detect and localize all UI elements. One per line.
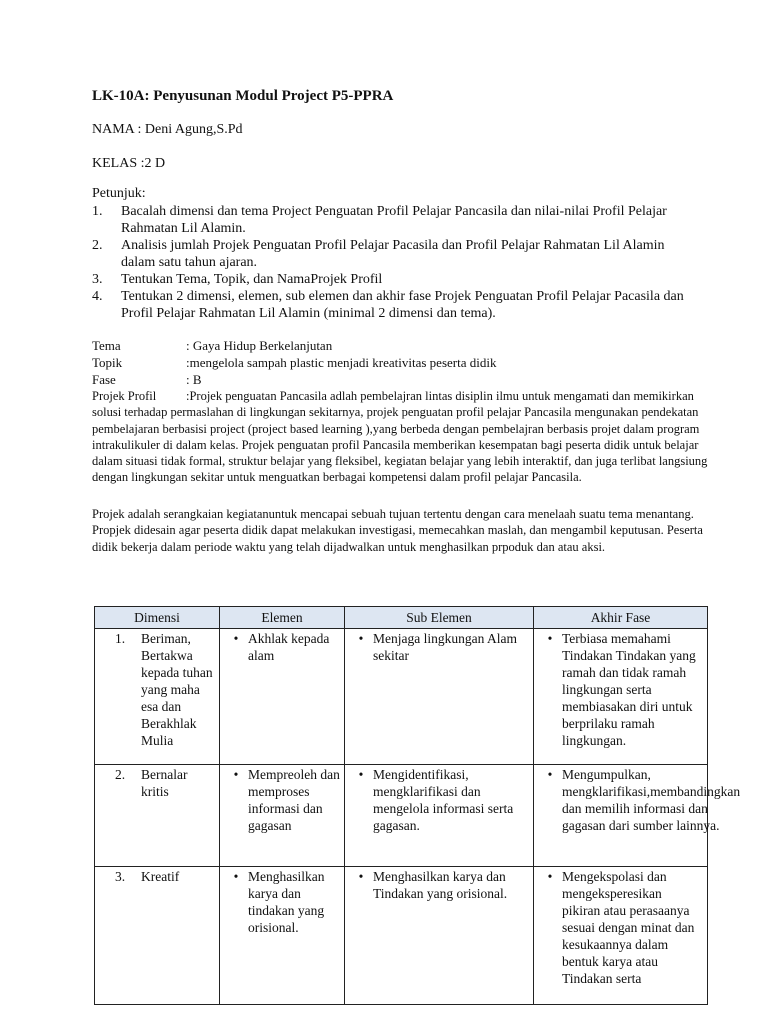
cell-elemen: • Akhlak kepada alam	[220, 629, 345, 765]
topik-row: Topik :mengelola sampah plastic menjadi kreativitas peserta didik	[92, 355, 497, 370]
tema-row: Tema : Gaya Hidup Berkelanjutan	[92, 338, 333, 353]
nama-line: NAMA : Deni Agung,S.Pd	[92, 122, 243, 137]
table-row	[95, 765, 708, 867]
table-row	[95, 629, 708, 765]
fase-row: Fase : B	[92, 372, 202, 387]
cell-dimensi: 3. Kreatif	[95, 867, 220, 1005]
table-row	[95, 867, 708, 1005]
header-akhir-fase: Akhir Fase	[534, 607, 708, 629]
table-header-row	[95, 607, 708, 629]
header-sub-elemen: Sub Elemen	[345, 607, 534, 629]
list-item: 4. Tentukan 2 dimensi, elemen, sub elemen dan akhir fase Projek Penguatan Profil Pelajar Pacasila dan Profil Pelajar Rahmatan Lil Alamin (minimal 2 dimensi dan tema).	[92, 289, 684, 321]
cell-sub-elemen: • Menjaga lingkungan Alam sekitar	[345, 629, 534, 765]
projek-profil-paragraph: Projek Profil :Projek penguatan Pancasila adlah pembelajran lintas disiplin ilmu untuk mengamati dan memikirkan solusi terhadap permaslahan di lingkungan sekitarnya, projek penguatan profil pelajar Pancasila mengunakan pendekatan pembelajaran berbasisi project (project based learning ),yang berbeda dengan pembelajran berbasis projet dalam program intrakulikuler di dalam kelas. Projek penguatan profil Pancasila memberikan kesempatan bagi peserta didik untuk belajar dalam situasi tidak formal, struktur belajar yang fleksibel, kegiatan belajar yang lebih interaktif, dan juga terlibat langsiung dengan lingkungan sekitar untuk menguatkan berbagai kompetensi dalam profil pelajar Pancasila.	[92, 389, 708, 485]
cell-dimensi: 1. Beriman, Bertakwa kepada tuhan yang maha esa dan Berakhlak Mulia	[95, 629, 220, 765]
list-item: 1. Bacalah dimensi dan tema Project Penguatan Profil Pelajar Pancasila dan nilai-nilai Profil Pelajar Rahmatan Lil Alamin.	[92, 204, 667, 236]
header-elemen: Elemen	[220, 607, 345, 629]
cell-elemen: • Menghasilkan karya dan tindakan yang orisional.	[220, 867, 345, 1005]
petunjuk-label: Petunjuk:	[92, 186, 146, 201]
dimension-table	[94, 606, 741, 1005]
cell-sub-elemen: • Menghasilkan karya dan Tindakan yang orisional.	[345, 867, 534, 1005]
list-item: 2. Analisis jumlah Projek Penguatan Profil Pelajar Pacasila dan Profil Pelajar Rahmatan Lil Alamin dalam satu tahun ajaran.	[92, 238, 665, 270]
petunjuk-list	[92, 203, 692, 322]
projek-definition-paragraph: Projek adalah serangkaian kegiatanuntuk mencapai sebuah tujuan tertentu dengan cara menelaah suatu tema menantang. Propjek didesain agar peserta didik dapat melakukan investigasi, memecahkan maslah, dan mengambil keputusan. Peserta didik bekerja dalam periode waktu yang telah dijadwalkan untuk menghasilkan prpoduk dan atau aksi.	[92, 507, 703, 554]
cell-sub-elemen: • Mengidentifikasi, mengklarifikasi dan mengelola informasi serta gagasan.	[345, 765, 534, 867]
document-title: LK-10A: Penyusunan Modul Project P5-PPRA	[92, 88, 394, 104]
list-item: 3. Tentukan Tema, Topik, dan NamaProjek Profil	[92, 272, 383, 287]
cell-dimensi: 2. Bernalar kritis	[95, 765, 220, 867]
header-dimensi: Dimensi	[95, 607, 220, 629]
kelas-line: KELAS :2 D	[92, 156, 166, 171]
cell-akhir-fase: • Mengekspolasi dan mengeksperesikan pikiran atau perasaanya sesuai dengan minat dan kesukaannya dalam bentuk karya atau Tindakan serta	[534, 867, 708, 1005]
cell-elemen: • Mempreoleh dan memproses informasi dan gagasan	[220, 765, 345, 867]
cell-akhir-fase: • Mengumpulkan, mengklarifikasi,membandingkan dan memilih informasi dan gagasan dari sumber lainnya.	[534, 765, 708, 867]
cell-akhir-fase: • Terbiasa memahami Tindakan Tindakan yang ramah dan tidak ramah lingkungan serta membiasakan diri untuk berprilaku ramah lingkungan.	[534, 629, 708, 765]
